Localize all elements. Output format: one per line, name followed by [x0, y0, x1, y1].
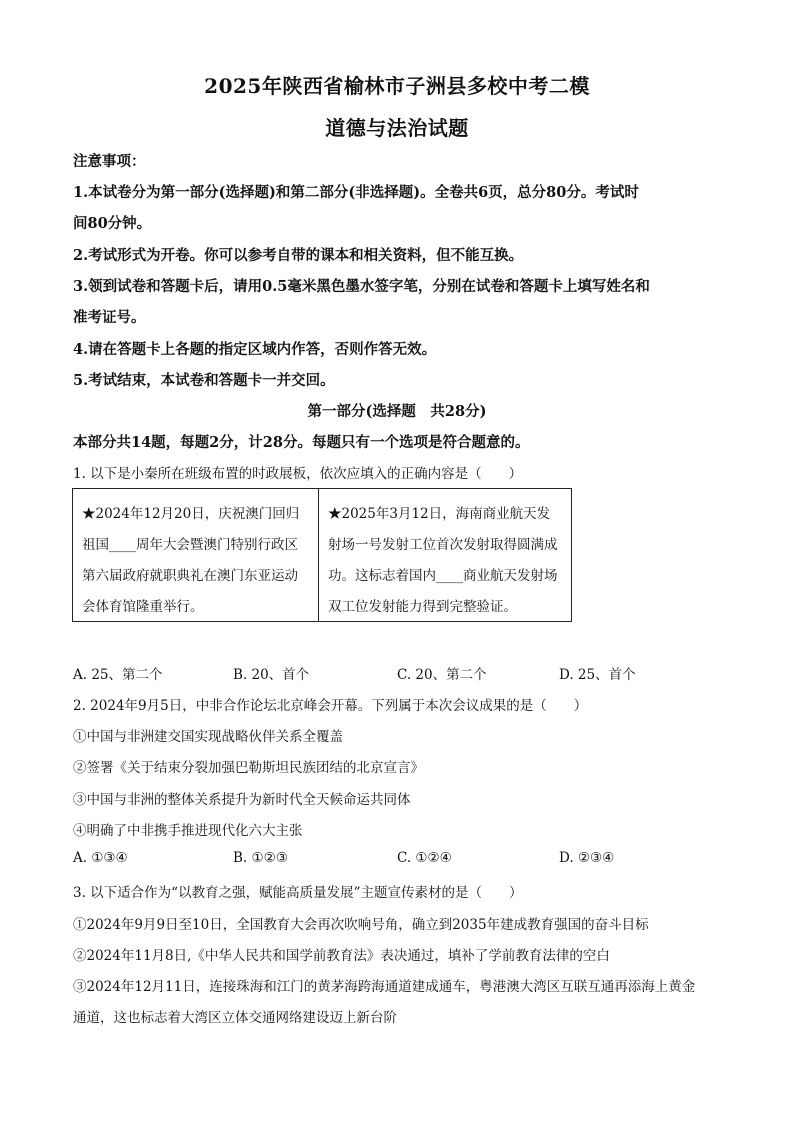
- q1-option-b[interactable]: B. 20、首个: [233, 667, 310, 683]
- board-line: 双工位发射能力得到完整验证。: [328, 599, 517, 615]
- board-line: 射场一号发射工位首次发射取得圆满成: [328, 537, 558, 553]
- board-line: ★2024年12月20日，庆祝澳门回归: [82, 506, 300, 522]
- notice-item: 间80分钟。: [73, 215, 152, 232]
- notice-item: 准考证号。: [73, 309, 146, 326]
- q1-board-cell-right: [319, 489, 571, 621]
- q2-option-b[interactable]: B. ①②③: [233, 850, 288, 866]
- q2-option-c[interactable]: C. ①②④: [397, 850, 452, 866]
- notice-item: 3.领到试卷和答题卡后，请用0.5毫米黑色墨水签字笔，分别在试卷和答题卡上填写姓名和: [73, 278, 650, 295]
- q3-item: 通道，这也标志着大湾区立体交通网络建设迈上新台阶: [73, 1010, 397, 1026]
- exam-subtitle: 道德与法治试题: [325, 116, 469, 140]
- q1-news-board: [72, 488, 572, 622]
- section-title: 第一部分(选择题 共28分): [307, 403, 487, 420]
- board-line: 祖国____周年大会暨澳门特别行政区: [82, 537, 298, 553]
- exam-title: 2025年陕西省榆林市子洲县多校中考二模: [204, 74, 590, 98]
- q2-option-a[interactable]: A. ①③④: [73, 850, 128, 866]
- q1-option-a[interactable]: A. 25、第二个: [73, 667, 163, 683]
- q3-stem: 3. 以下适合作为“以教育之强，赋能高质量发展”主题宣传素材的是（ ）: [73, 885, 523, 901]
- board-line: 第六届政府就职典礼在澳门东亚运动: [82, 568, 298, 584]
- notice-item: 5.考试结束，本试卷和答题卡一并交回。: [73, 372, 335, 389]
- notice-item: 1.本试卷分为第一部分(选择题)和第二部分(非选择题)。全卷共6页，总分80分。考试时: [73, 184, 639, 201]
- q2-stem: 2. 2024年9月5日，中非合作论坛北京峰会开幕。下列属于本次会议成果的是（ ）: [73, 698, 588, 714]
- q1-board-cell-left: [73, 489, 319, 621]
- q1-stem: 1. 以下是小秦所在班级布置的时政展板，依次应填入的正确内容是（ ）: [73, 466, 523, 482]
- q3-item: ①2024年9月9日至10日，全国教育大会再次吹响号角，确立到2035年建成教育强国的奋斗目标: [73, 917, 649, 933]
- q1-option-d[interactable]: D. 25、首个: [559, 667, 636, 683]
- notice-heading: 注意事项：: [73, 153, 146, 170]
- section-intro: 本部分共14题，每题2分，计28分。每题只有一个选项是符合题意的。: [73, 434, 530, 451]
- q3-item: ③2024年12月11日，连接珠海和江门的黄茅海跨海通道建成通车，粤港澳大湾区互联互通再添海上黄金: [73, 979, 696, 995]
- notice-item: 2.考试形式为开卷。你可以参考自带的课本和相关资料，但不能互换。: [73, 247, 524, 264]
- board-line: 功。这标志着国内____商业航天发射场: [328, 568, 558, 584]
- q3-item: ②2024年11月8日,《中华人民共和国学前教育法》表决通过，填补了学前教育法律的空白: [73, 948, 610, 964]
- q1-option-c[interactable]: C. 20、第二个: [397, 667, 487, 683]
- board-line: 会体育馆隆重举行。: [82, 599, 204, 615]
- q2-item: ①中国与非洲建交国实现战略伙伴关系全覆盖: [73, 729, 343, 745]
- q2-item: ③中国与非洲的整体关系提升为新时代全天候命运共同体: [73, 792, 411, 808]
- q2-option-d[interactable]: D. ②③④: [559, 850, 615, 866]
- q2-item: ④明确了中非携手推进现代化六大主张: [73, 823, 303, 839]
- board-line: ★2025年3月12日，海南商业航天发: [328, 506, 551, 522]
- notice-item: 4.请在答题卡上各题的指定区域内作答，否则作答无效。: [73, 341, 437, 358]
- q2-item: ②签署《关于结束分裂加强巴勒斯坦民族团结的北京宣言》: [73, 760, 424, 776]
